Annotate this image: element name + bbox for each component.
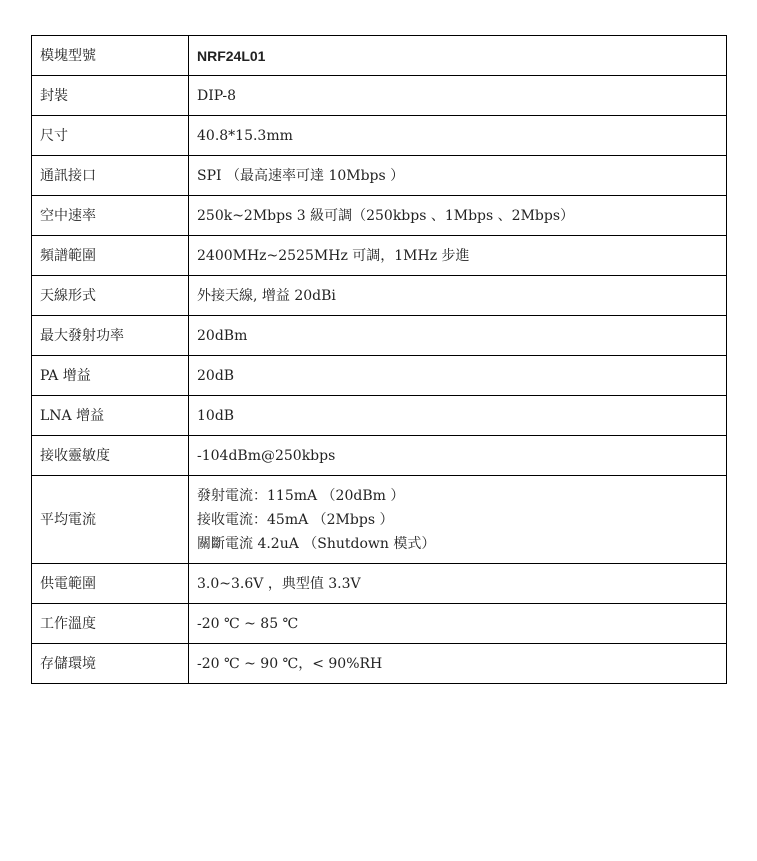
table-row-size [32, 116, 727, 156]
row-label: 存儲環境 [32, 644, 189, 684]
row-value: SPI （最高速率可達 10Mbps ） [189, 156, 727, 196]
row-value: 2400MHz~2525MHz 可調，1MHz 步進 [189, 236, 727, 276]
rx-current-line: 接收電流：45mA （2Mbps ） [197, 511, 394, 528]
shutdown-current-line: 關斷電流 4.2uA （Shutdown 模式） [197, 535, 436, 552]
row-value: 10dB [189, 396, 727, 436]
row-label: 空中速率 [32, 196, 189, 236]
row-value: -20 ℃ ~ 90 ℃，< 90%RH [189, 644, 727, 684]
row-label: 通訊接口 [32, 156, 189, 196]
row-value: 外接天線, 增益 20dBi [189, 276, 727, 316]
row-label: 供電範圍 [32, 564, 189, 604]
row-label: 平均電流 [32, 476, 189, 564]
row-label: 接收靈敏度 [32, 436, 189, 476]
table-row-lna-gain [32, 396, 727, 436]
row-label: 頻譜範圍 [32, 236, 189, 276]
spec-table [31, 35, 727, 684]
row-value: -104dBm@250kbps [189, 436, 727, 476]
table-row-operating-temp [32, 604, 727, 644]
table-row-max-power [32, 316, 727, 356]
row-label: 尺寸 [32, 116, 189, 156]
row-label: LNA 增益 [32, 396, 189, 436]
row-label: 天線形式 [32, 276, 189, 316]
row-value [189, 476, 727, 564]
table-row-storage-env [32, 644, 727, 684]
row-label: 模塊型號 [32, 36, 189, 76]
row-value: 20dB [189, 356, 727, 396]
table-row-model [32, 36, 727, 76]
row-value: DIP-8 [189, 76, 727, 116]
row-value: NRF24L01 [189, 36, 727, 76]
table-row-interface [32, 156, 727, 196]
row-label: 封裝 [32, 76, 189, 116]
table-row-air-rate [32, 196, 727, 236]
row-value: 250k~2Mbps 3 級可調（250kbps 、1Mbps 、2Mbps） [189, 196, 727, 236]
row-label: 工作溫度 [32, 604, 189, 644]
row-value: 20dBm [189, 316, 727, 356]
table-row-frequency-range [32, 236, 727, 276]
row-value: -20 ℃ ~ 85 ℃ [189, 604, 727, 644]
tx-current-line: 發射電流：115mA （20dBm ） [197, 487, 405, 504]
table-row-antenna [32, 276, 727, 316]
row-value: 40.8*15.3mm [189, 116, 727, 156]
row-label: PA 增益 [32, 356, 189, 396]
row-label: 最大發射功率 [32, 316, 189, 356]
table-row-pa-gain [32, 356, 727, 396]
table-row-sensitivity [32, 436, 727, 476]
row-value: 3.0~3.6V ，典型值 3.3V [189, 564, 727, 604]
table-row-package [32, 76, 727, 116]
table-row-average-current [32, 476, 727, 564]
table-row-supply-range [32, 564, 727, 604]
